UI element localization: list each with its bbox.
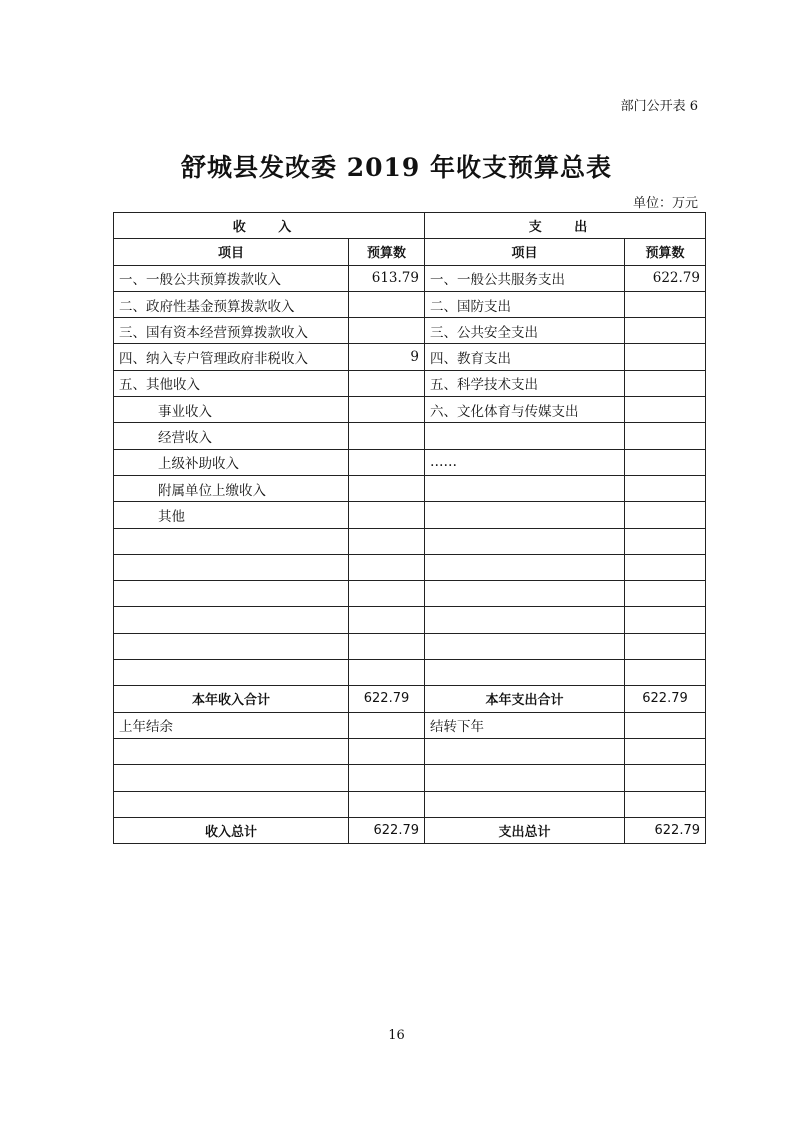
income-value bbox=[349, 712, 425, 738]
income-value: 9 bbox=[349, 344, 425, 370]
income-item bbox=[114, 554, 349, 580]
table-row bbox=[114, 765, 706, 791]
expense-value bbox=[625, 370, 706, 396]
expense-item: 结转下年 bbox=[425, 712, 625, 738]
table-row bbox=[114, 265, 706, 291]
income-item: 一、一般公共预算拨款收入 bbox=[114, 265, 349, 291]
expense-item bbox=[425, 738, 625, 764]
income-item bbox=[114, 581, 349, 607]
table-row bbox=[114, 423, 706, 449]
expense-value: 622.79 bbox=[625, 265, 706, 291]
expense-item bbox=[425, 633, 625, 659]
income-item: 经营收入 bbox=[114, 423, 349, 449]
expense-value bbox=[625, 791, 706, 817]
table-row bbox=[114, 791, 706, 817]
table-row bbox=[114, 528, 706, 554]
table-row bbox=[114, 738, 706, 764]
table-row bbox=[114, 607, 706, 633]
income-value: 613.79 bbox=[349, 265, 425, 291]
table-row bbox=[114, 318, 706, 344]
income-item: 上年结余 bbox=[114, 712, 349, 738]
income-value bbox=[349, 660, 425, 686]
expense-value bbox=[625, 344, 706, 370]
expense-item: 五、科学技术支出 bbox=[425, 370, 625, 396]
expense-item-col-header: 项目 bbox=[425, 239, 625, 265]
income-value bbox=[349, 318, 425, 344]
table-row bbox=[114, 581, 706, 607]
income-item: 附属单位上缴收入 bbox=[114, 475, 349, 501]
expense-budget-col-header: 预算数 bbox=[625, 239, 706, 265]
expense-item bbox=[425, 660, 625, 686]
table-row bbox=[114, 712, 706, 738]
expense-item: 一、一般公共服务支出 bbox=[425, 265, 625, 291]
expense-item bbox=[425, 475, 625, 501]
income-value bbox=[349, 423, 425, 449]
income-value bbox=[349, 397, 425, 423]
expense-value bbox=[625, 581, 706, 607]
year-total-row bbox=[114, 686, 706, 712]
form-id: 部门公开表 6 bbox=[620, 99, 698, 114]
income-value bbox=[349, 791, 425, 817]
expense-item: 二、国防支出 bbox=[425, 291, 625, 317]
expense-item: 三、公共安全支出 bbox=[425, 318, 625, 344]
expense-item: 六、文化体育与传媒支出 bbox=[425, 397, 625, 423]
budget-table bbox=[113, 212, 706, 844]
income-item bbox=[114, 633, 349, 659]
table-row bbox=[114, 397, 706, 423]
expense-value bbox=[625, 554, 706, 580]
income-value bbox=[349, 502, 425, 528]
expense-value bbox=[625, 712, 706, 738]
income-budget-col-header: 预算数 bbox=[349, 239, 425, 265]
income-header: 收 入 bbox=[114, 213, 425, 239]
income-grand-total-label: 收入总计 bbox=[114, 817, 349, 843]
income-value bbox=[349, 370, 425, 396]
expense-year-total-value: 622.79 bbox=[625, 686, 706, 712]
income-item: 其他 bbox=[114, 502, 349, 528]
table-row bbox=[114, 554, 706, 580]
expense-value bbox=[625, 502, 706, 528]
expense-value bbox=[625, 765, 706, 791]
income-item: 事业收入 bbox=[114, 397, 349, 423]
income-year-total-value: 622.79 bbox=[349, 686, 425, 712]
income-item bbox=[114, 660, 349, 686]
income-item: 上级补助收入 bbox=[114, 449, 349, 475]
income-grand-total-value: 622.79 bbox=[349, 817, 425, 843]
income-value bbox=[349, 475, 425, 501]
table-row bbox=[114, 291, 706, 317]
grand-total-row bbox=[114, 817, 706, 843]
page-title: 舒城县发改委 2019 年收支预算总表 bbox=[181, 153, 612, 182]
income-value bbox=[349, 607, 425, 633]
income-value bbox=[349, 738, 425, 764]
expense-value bbox=[625, 449, 706, 475]
income-value bbox=[349, 633, 425, 659]
income-item bbox=[114, 528, 349, 554]
table-row bbox=[114, 370, 706, 396]
expense-item bbox=[425, 607, 625, 633]
income-value bbox=[349, 449, 425, 475]
income-item bbox=[114, 765, 349, 791]
expense-item: 四、教育支出 bbox=[425, 344, 625, 370]
page-number: 16 bbox=[388, 1028, 405, 1043]
income-value bbox=[349, 554, 425, 580]
income-item: 四、纳入专户管理政府非税收入 bbox=[114, 344, 349, 370]
income-value bbox=[349, 765, 425, 791]
table-row bbox=[114, 475, 706, 501]
column-header-row bbox=[114, 239, 706, 265]
income-year-total-label: 本年收入合计 bbox=[114, 686, 349, 712]
expense-grand-total-label: 支出总计 bbox=[425, 817, 625, 843]
income-value bbox=[349, 528, 425, 554]
expense-item bbox=[425, 581, 625, 607]
expense-item: …… bbox=[425, 449, 625, 475]
income-item: 二、政府性基金预算拨款收入 bbox=[114, 291, 349, 317]
table-row bbox=[114, 633, 706, 659]
expense-item bbox=[425, 528, 625, 554]
expense-item bbox=[425, 554, 625, 580]
expense-year-total-label: 本年支出合计 bbox=[425, 686, 625, 712]
table-row bbox=[114, 502, 706, 528]
expense-value bbox=[625, 318, 706, 344]
income-value bbox=[349, 581, 425, 607]
expense-value bbox=[625, 738, 706, 764]
expense-value bbox=[625, 397, 706, 423]
table-row bbox=[114, 449, 706, 475]
expense-value bbox=[625, 475, 706, 501]
expense-item bbox=[425, 791, 625, 817]
expense-item bbox=[425, 423, 625, 449]
table-row bbox=[114, 660, 706, 686]
expense-value bbox=[625, 528, 706, 554]
expense-value bbox=[625, 607, 706, 633]
expense-value bbox=[625, 660, 706, 686]
expense-item bbox=[425, 765, 625, 791]
expense-header: 支 出 bbox=[425, 213, 706, 239]
income-item bbox=[114, 607, 349, 633]
income-value bbox=[349, 291, 425, 317]
expense-value bbox=[625, 633, 706, 659]
table-header-row bbox=[114, 213, 706, 239]
table-row bbox=[114, 344, 706, 370]
expense-value bbox=[625, 291, 706, 317]
expense-item bbox=[425, 502, 625, 528]
unit-label: 单位：万元 bbox=[632, 196, 698, 211]
income-item: 三、国有资本经营预算拨款收入 bbox=[114, 318, 349, 344]
expense-value bbox=[625, 423, 706, 449]
income-item bbox=[114, 738, 349, 764]
income-item bbox=[114, 791, 349, 817]
income-item: 五、其他收入 bbox=[114, 370, 349, 396]
income-item-col-header: 项目 bbox=[114, 239, 349, 265]
expense-grand-total-value: 622.79 bbox=[625, 817, 706, 843]
